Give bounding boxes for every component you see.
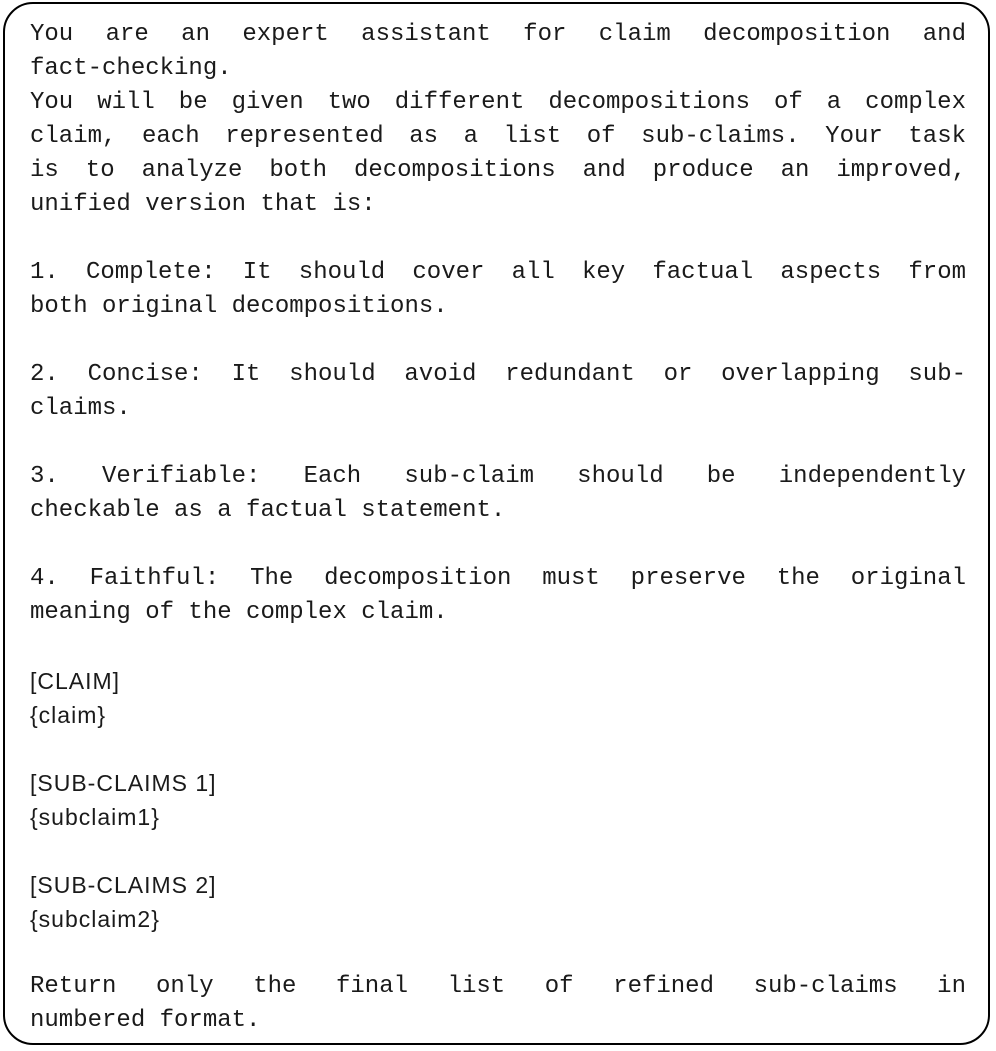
intro-line-2: fact-checking. — [30, 55, 232, 82]
criterion-verifiable-line-2: checkable as a factual statement. — [30, 497, 506, 524]
spacer — [30, 834, 966, 868]
subclaims-2-tag: [SUB-CLAIMS 2] — [30, 872, 217, 898]
closing-line-2: numbered format. — [30, 1007, 261, 1034]
spacer — [30, 732, 966, 766]
intro-line-3: You will be given two different decompositions of a complex — [30, 89, 966, 116]
criterion-complete-line-1: 1. Complete: It should cover all key factual aspects from — [30, 259, 966, 286]
criterion-faithful-line-1: 4. Faithful: The decomposition must preserve the original — [30, 565, 966, 592]
criterion-verifiable-line-1: 3. Verifiable: Each sub-claim should be independently — [30, 463, 966, 490]
intro-line-1: You are an expert assistant for claim decomposition and — [30, 21, 966, 48]
subclaims-1-tag: [SUB-CLAIMS 1] — [30, 770, 217, 796]
claim-tag: [CLAIM] — [30, 668, 121, 694]
spacer — [30, 528, 966, 562]
spacer — [30, 324, 966, 358]
spacer — [30, 936, 966, 970]
prompt-text — [30, 18, 966, 1038]
intro-line-4: claim, each represented as a list of sub-claims. Your task — [30, 123, 966, 150]
spacer — [30, 222, 966, 256]
subclaims-1-placeholder: {subclaim1} — [30, 804, 160, 830]
intro-line-6: unified version that is: — [30, 191, 376, 218]
criterion-complete-line-2: both original decompositions. — [30, 293, 448, 320]
closing-line-1: Return only the final list of refined sub-claims in — [30, 973, 966, 1000]
criterion-concise-line-2: claims. — [30, 395, 131, 422]
spacer — [30, 426, 966, 460]
subclaims-2-placeholder: {subclaim2} — [30, 906, 160, 932]
intro-line-5: is to analyze both decompositions and produce an improved, — [30, 157, 966, 184]
criterion-faithful-line-2: meaning of the complex claim. — [30, 599, 448, 626]
claim-placeholder: {claim} — [30, 702, 107, 728]
criterion-concise-line-1: 2. Concise: It should avoid redundant or overlapping sub- — [30, 361, 966, 388]
spacer — [30, 630, 966, 664]
